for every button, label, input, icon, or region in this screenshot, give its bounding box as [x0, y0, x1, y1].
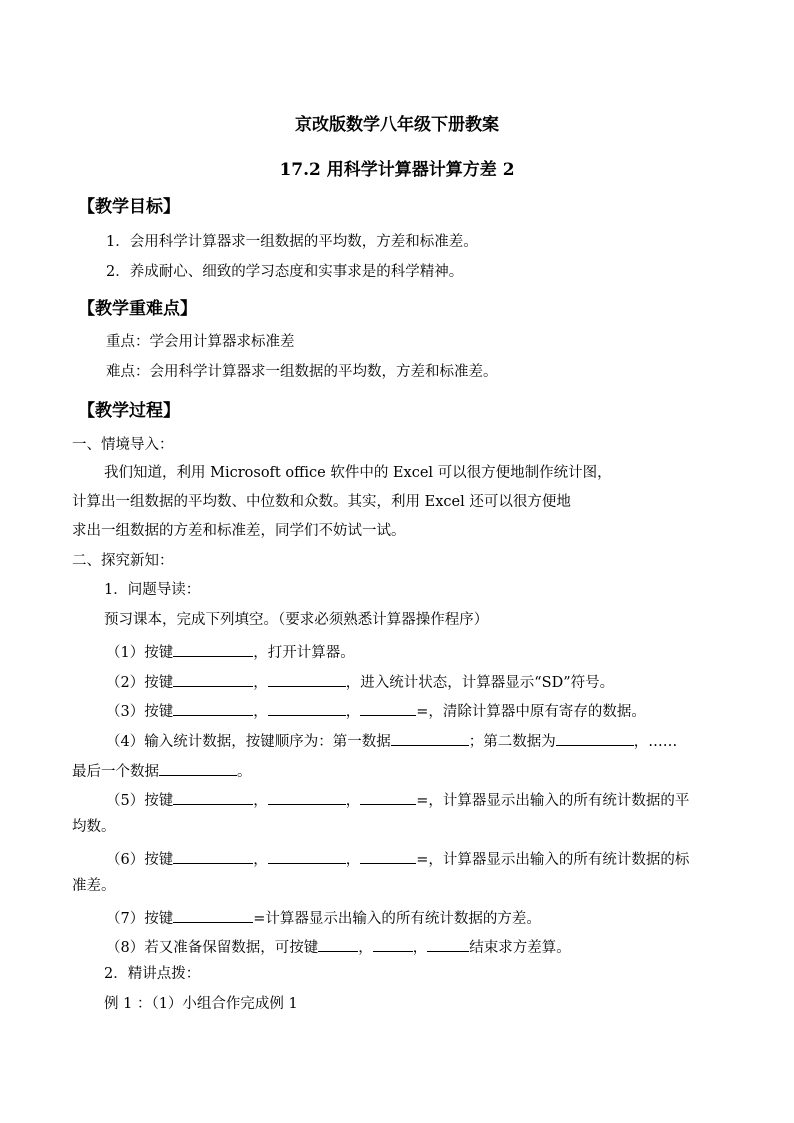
fill-blank[interactable]	[173, 642, 253, 657]
step-3	[106, 701, 646, 720]
step-4-text-b: ；第二数据为	[468, 734, 556, 750]
step-6-text-a: （6）按键	[106, 852, 174, 868]
step-2-separator: ，	[253, 675, 268, 691]
step-5-continued: 均数。	[72, 819, 116, 835]
fill-blank[interactable]	[268, 790, 346, 805]
step-1	[106, 642, 355, 661]
step-2-text-a: （2）按键	[106, 675, 174, 691]
example-1: 例 1 ：（1）小组合作完成例 1	[104, 996, 298, 1012]
step-4-text-e: 。	[237, 764, 252, 780]
step-4-text-c: ，……	[633, 734, 678, 750]
fill-blank[interactable]	[427, 937, 469, 952]
fill-blank[interactable]	[173, 701, 253, 716]
question-heading: 1．问题导读：	[104, 582, 201, 598]
goal-2: 2．养成耐心、细致的学习态度和实事求是的科学精神。	[106, 264, 464, 280]
step-8-separator-1: ，	[358, 940, 373, 956]
explanation-heading: 2．精讲点拨：	[104, 966, 201, 982]
step-5	[106, 790, 689, 809]
difficult-point: 难点：会用科学计算器求一组数据的平均数，方差和标准差。	[106, 364, 498, 380]
step-6-continued: 准差。	[72, 878, 116, 894]
fill-blank[interactable]	[268, 849, 346, 864]
fill-blank[interactable]	[173, 908, 253, 923]
step-7-text-a: （7）按键	[106, 911, 174, 927]
fill-blank[interactable]	[391, 731, 469, 746]
document-title: 京改版数学八年级下册教案	[295, 115, 499, 135]
intro-heading: 一、情境导入：	[72, 437, 174, 453]
step-2	[106, 672, 614, 691]
step-6	[106, 849, 689, 868]
step-5-text-a: （5）按键	[106, 793, 174, 809]
fill-blank[interactable]	[373, 937, 413, 952]
step-6-separator-2: ，	[345, 852, 361, 868]
step-4	[106, 731, 677, 750]
step-8-text-a: （8）若又准备保留数据，可按键	[106, 940, 319, 956]
fill-blank[interactable]	[159, 761, 237, 776]
step-6-separator-1: ，	[253, 852, 268, 868]
fill-blank[interactable]	[318, 937, 358, 952]
step-4-text-a: （4）输入统计数据，按键顺序为：第一数据	[106, 734, 391, 750]
step-2-text-b: ，进入统计状态，计算器显示“SD”符号。	[345, 675, 615, 691]
key-point: 重点：学会用计算器求标准差	[106, 334, 295, 350]
step-6-text-b: =，计算器显示出输入的所有统计数据的标	[416, 852, 690, 868]
step-3-separator-2: ，	[345, 704, 361, 720]
step-1-text-b: ，打开计算器。	[253, 645, 355, 661]
step-7	[106, 908, 541, 927]
fill-blank[interactable]	[268, 672, 346, 687]
process-heading: 【教学过程】	[78, 401, 180, 421]
fill-blank[interactable]	[556, 731, 634, 746]
fill-blank[interactable]	[360, 701, 416, 716]
document-subtitle: 17.2 用科学计算器计算方差 2	[279, 160, 515, 180]
step-1-text-a: （1）按键	[106, 645, 174, 661]
fill-blank[interactable]	[173, 849, 253, 864]
step-8-separator-2: ，	[412, 940, 428, 956]
keys-heading: 【教学重难点】	[78, 299, 197, 319]
step-5-text-b: =，计算器显示出输入的所有统计数据的平	[416, 793, 690, 809]
intro-paragraph-line-3: 求出一组数据的方差和标准差，同学们不妨试一试。	[72, 523, 406, 539]
step-7-text-b: =计算器显示出输入的所有统计数据的方差。	[253, 911, 541, 927]
intro-paragraph-line-2: 计算出一组数据的平均数、中位数和众数。其实，利用 Excel 还可以很方便地	[72, 494, 571, 510]
explore-heading: 二、探究新知：	[72, 553, 174, 569]
step-4-continued	[72, 761, 252, 780]
fill-blank[interactable]	[360, 790, 416, 805]
step-8-text-b: 结束求方差算。	[469, 940, 571, 956]
step-3-text-b: =，清除计算器中原有寄存的数据。	[416, 704, 646, 720]
fill-blank[interactable]	[173, 672, 253, 687]
fill-blank[interactable]	[173, 790, 253, 805]
step-3-separator-1: ，	[253, 704, 268, 720]
step-5-separator-1: ，	[253, 793, 268, 809]
fill-blank[interactable]	[268, 701, 346, 716]
step-8	[106, 937, 571, 956]
goal-1: 1．会用科学计算器求一组数据的平均数，方差和标准差。	[106, 234, 478, 250]
step-3-text-a: （3）按键	[106, 704, 174, 720]
question-instruction: 预习课本，完成下列填空。（要求必须熟悉计算器操作程序）	[104, 612, 489, 628]
goals-heading: 【教学目标】	[78, 197, 180, 217]
intro-paragraph-line-1: 我们知道，利用 Microsoft office 软件中的 Excel 可以很方便地制作统计图，	[104, 465, 612, 481]
step-5-separator-2: ，	[345, 793, 361, 809]
fill-blank[interactable]	[360, 849, 416, 864]
step-4-text-d: 最后一个数据	[72, 764, 159, 780]
